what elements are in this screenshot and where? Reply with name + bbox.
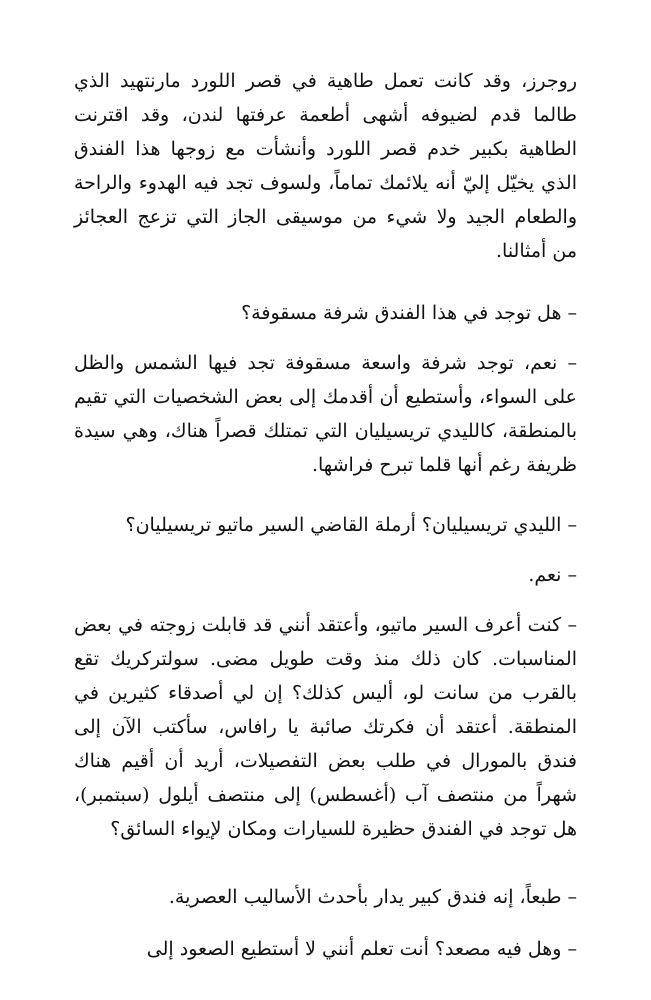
paragraph-1: روجرز، وقد كانت تعمل طاهية في قصر اللورد مارنتهيد الذي طالما قدم لضيوفه أشهى أطعمة عرفتها لندن، وقد اقترنت الطاهية بكبير خدم قصر اللورد وأنشأت مع زوجها هذا الفندق الذي يخيّل إليّ أنه يلائمك تماماً، ولسوف تجد فيه الهدوء والراحة والطعام الجيد ولا شيء من موسيقى الجاز التي تزعج العجائز من أمثالنا. [74,70,577,262]
paragraph-6: – كنت أعرف السير ماتيو، وأعتقد أنني قد قابلت زوجته في بعض المناسبات. كان ذلك منذ وقت طويل مضى. سولتركريك تقع بالقرب من سانت لو، أليس كذلك؟ إن لي أصدقاء كثيرين في المنطقة. أعتقد أن فكرتك صائبة يا رافاس، سأكتب الآن إلى فندق بالمورال في طلب بعض التفصيلات، أريد أن أقيم هناك شهراً من منتصف آب (أغسطس) إلى منتصف أيلول (سبتمبر)، هل توجد في الفندق حظيرة للسيارات ومكان لإيواء السائق؟ [74,614,577,840]
paragraph-3: – نعم، توجد شرفة واسعة مسقوفة تجد فيها الشمس والظل على السواء، وأستطيع أن أقدمك إلى بعض الشخصيات التي تقيم بالمنطقة، كالليدي تريسيليان التي تمتلك قصراً هناك، وهي سيدة ظريفة رغم أنها قلما تبرح فراشها. [74,352,577,476]
paragraph-5: – نعم. [528,564,577,586]
paragraph-7: – طبعاً، إنه فندق كبير يدار بأحدث الأساليب العصرية. [168,886,577,908]
paragraph-8: – وهل فيه مصعد؟ أنت تعلم أنني لا أستطيع الصعود إلى [146,938,577,960]
paragraph-2: – هل توجد في هذا الفندق شرفة مسقوفة؟ [241,302,577,324]
paragraph-4: – الليدي تريسيليان؟ أرملة القاضي السير ماتيو تريسيليان؟ [125,514,577,536]
